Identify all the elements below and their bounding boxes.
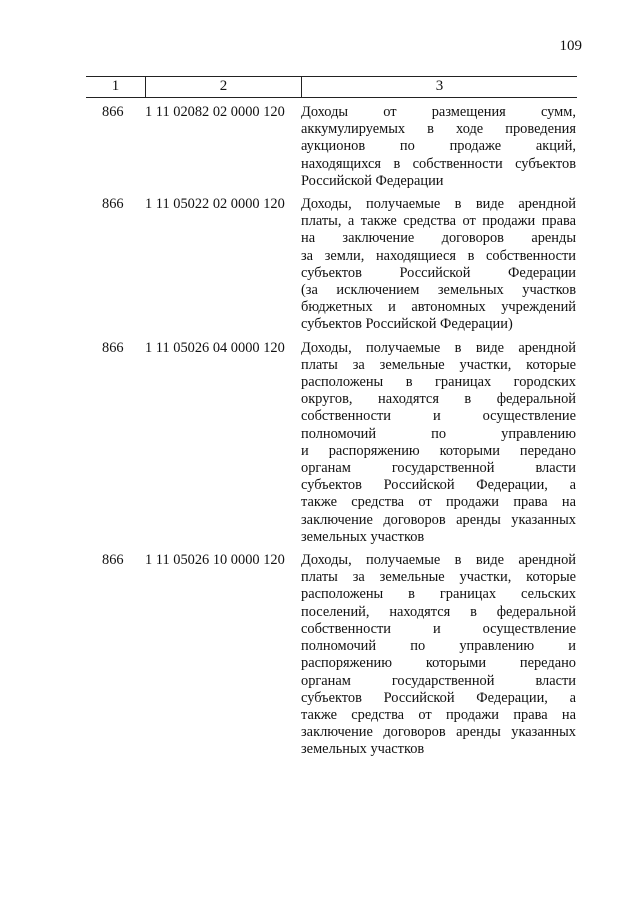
- description-line: земельных участков: [301, 741, 425, 758]
- description-line: полномочий по управлению: [301, 425, 576, 442]
- description-line: расположены в границах городских: [301, 374, 576, 391]
- description-line: земельных участков: [301, 528, 425, 545]
- description-line: Российской Федерации: [301, 172, 444, 189]
- description-line: органам государственной власти: [301, 460, 576, 477]
- description-line: находящихся в собственности субъектов: [301, 155, 576, 172]
- description-line: платы, а также средства от продажи права: [301, 213, 576, 230]
- table-row: [86, 552, 577, 758]
- description-line: Доходы от размещения сумм,: [301, 104, 576, 120]
- description-line: заключение договоров аренды указанных: [301, 724, 576, 741]
- description-line: и распоряжению которыми передано: [301, 442, 576, 459]
- header-col-3: 3: [435, 78, 444, 94]
- description-line: Доходы, получаемые в виде арендной: [301, 552, 576, 569]
- description-line: за земли, находящиеся в собственности: [301, 247, 576, 264]
- description-cell: [301, 196, 576, 334]
- description-line: собственности и осуществление: [301, 620, 576, 637]
- table-row: [86, 104, 577, 190]
- description-line: субъектов Российской Федерации): [301, 316, 513, 333]
- description-line: распоряжению которыми передано: [301, 655, 576, 672]
- description-line: заключение договоров аренды указанных: [301, 511, 576, 528]
- description-line: субъектов Российской Федерации, а: [301, 689, 576, 706]
- description-cell: [301, 104, 576, 190]
- table-body: [86, 104, 577, 759]
- description-line: Доходы, получаемые в виде арендной: [301, 196, 576, 213]
- admin-code-cell: 866: [102, 104, 124, 120]
- description-cell: [301, 552, 576, 758]
- revenue-code-cell: 1 11 05022 02 0000 120: [145, 196, 285, 213]
- description-line: органам государственной власти: [301, 672, 576, 689]
- description-line: бюджетных и автономных учреждений: [301, 299, 576, 316]
- description-line: платы за земельные участки, которые: [301, 356, 576, 373]
- description-line: платы за земельные участки, которые: [301, 569, 576, 586]
- description-line: аккумулируемых в ходе проведения: [301, 121, 576, 138]
- description-line: (за исключением земельных участков: [301, 282, 576, 299]
- table-row: [86, 196, 577, 334]
- description-line: также средства от продажи права на: [301, 706, 576, 723]
- description-line: собственности и осуществление: [301, 408, 576, 425]
- description-line: также средства от продажи права на: [301, 494, 576, 511]
- description-line: аукционов по продаже акций,: [301, 138, 576, 155]
- description-line: полномочий по управлению и: [301, 638, 576, 655]
- admin-code-cell: 866: [102, 196, 124, 213]
- header-col-1: 1: [86, 77, 146, 97]
- description-cell: [301, 340, 576, 546]
- revenue-code-cell: 1 11 02082 02 0000 120: [145, 104, 285, 120]
- description-line: расположены в границах сельских: [301, 586, 576, 603]
- revenue-code-cell: 1 11 05026 04 0000 120: [145, 339, 285, 356]
- description-line: Доходы, получаемые в виде арендной: [301, 339, 576, 356]
- description-line: субъектов Российской Федерации, а: [301, 477, 576, 494]
- table-header: [86, 76, 577, 98]
- admin-code-cell: 866: [102, 339, 124, 356]
- admin-code-cell: 866: [102, 552, 124, 569]
- description-line: поселений, находятся в федеральной: [301, 603, 576, 620]
- page-number: 109: [559, 38, 582, 54]
- revenue-code-cell: 1 11 05026 10 0000 120: [145, 552, 285, 569]
- description-line: субъектов Российской Федерации: [301, 264, 576, 281]
- header-col-2: 2: [146, 77, 302, 97]
- description-line: на заключение договоров аренды: [301, 230, 576, 247]
- table-row: [86, 340, 577, 546]
- description-line: округов, находятся в федеральной: [301, 391, 576, 408]
